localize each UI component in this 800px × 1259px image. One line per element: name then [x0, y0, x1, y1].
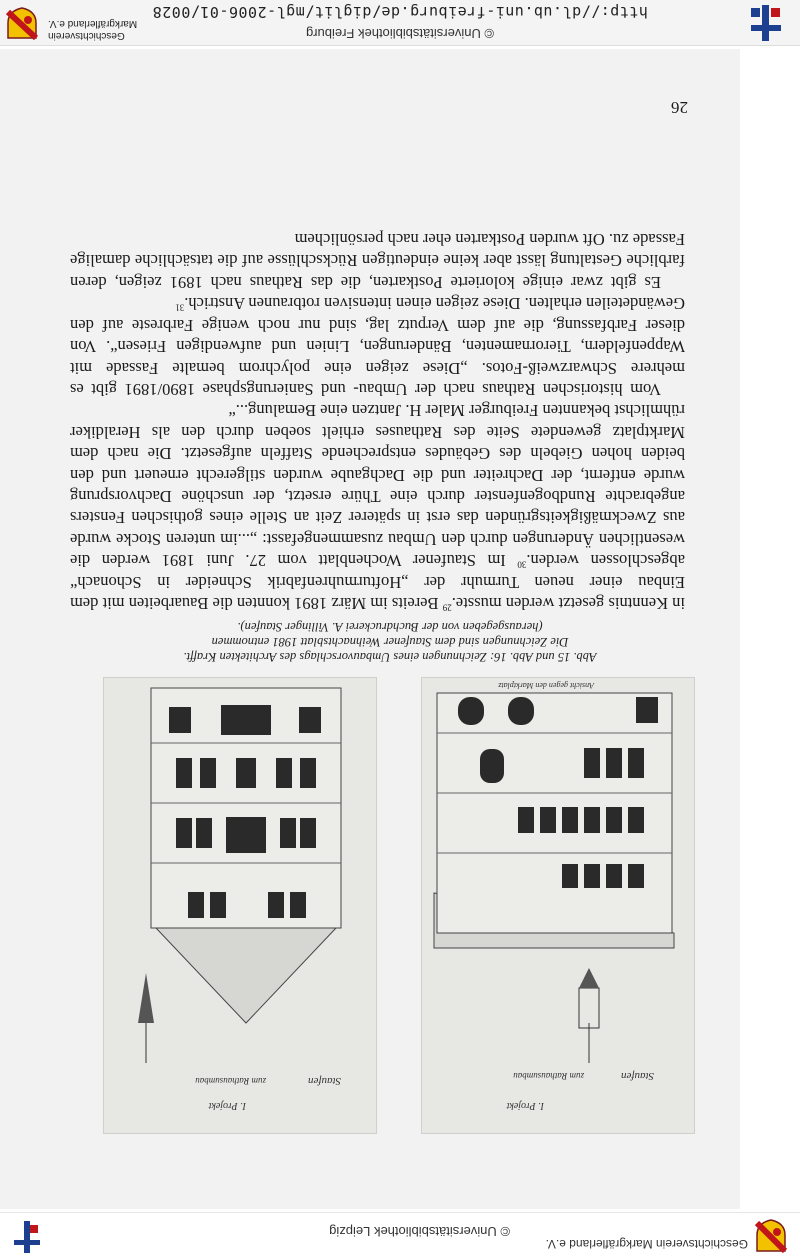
caption-line-3: (herausgegeben von der Buchdruckerei A. Villinger Staufen). [237, 620, 543, 634]
paragraph: in Kenntnis gesetzt werden musste.$^{29}$ Bereits im März 1891 konnten die Bauarbeiten mit dem Einbau einer neuen Turmuhr der „Hofturmuhrenfabrik Schneider in Schonach“ abgeschlossen werden.$^{30}$ Im Staufener Wochenblatt vom 27. Juni 1891 werden die wesentlichen Änderungen durch den Umbau zusammengefasst: „...im unteren Stocke wurde aus Zweckmäßigkeitsgründen das erst in späterer Zeit an Stelle eines gothischen Fensters angebrachte Rundbogenfenster durch eine Thüre ersetzt, der unschöne Dachvorsprung wurde entfernt, der Dachreiter und die Dachgaube wurden stilgerecht erneuert und den beiden hohen Giebeln des Gebäudes entsprechende Staffeln aufgesetzt. Die nach dem Marktplatz gewendete Seite des Rathauses erhielt soeben durch den als Heraldiker rühmlichst bekannten Freiburger Maler H. Jantzen eine Bemalung...“ [69, 401, 685, 613]
illustrations [105, 679, 695, 1134]
sponsor-name: Geschichtsverein Markgräflerland e.V. [545, 1237, 748, 1251]
plate-abb-15 [421, 677, 695, 1134]
sponsor-line-2: Markgräflerland e.V. [48, 18, 138, 29]
plate-label-title: zum Rathausumbau [195, 1076, 266, 1086]
caption-line-2: Die Zeichnungen sind dem Staufener Weihnachtsblatt 1981 entnommen [211, 635, 569, 649]
plate-label-top: I. Projekt [208, 1100, 246, 1111]
book-page [0, 49, 740, 1209]
paragraph: Es gibt zwar einige kolorierte Postkarten, die das Rathaus nach 1891 zeigen, deren farbliche Gestaltung lässt aber keine eindeutigen Rückschlüsse auf die tatsächliche damalige Fassade zu. Oft wurden Postkarten eher nach persönlichem [70, 230, 685, 292]
page-number: 26 [671, 98, 688, 117]
institution-logo-icon[interactable] [10, 1219, 44, 1255]
facade-drawing-front [104, 678, 376, 1133]
plate-label-side: Staufen [621, 1070, 654, 1082]
viewer-header [0, 1212, 800, 1259]
sponsor-text [48, 17, 198, 41]
copyright-text: © Universitätsbibliothek Freiburg [305, 26, 495, 41]
facade-drawing-side [422, 678, 694, 1133]
coat-of-arms-icon [754, 1219, 788, 1253]
plate-label-bottom: Ansicht gegen den Marktplatz [498, 681, 594, 690]
viewer-footer [0, 0, 800, 46]
paragraph: Vom historischen Rathaus nach der Umbau- und Sanierungsphase 1890/1891 gibt es mehrere Schwarzweiß-Fotos. „Diese zeigen eine polychrom bemalte Fassade mit Wappenfeldern, Tierornamenten, Bänderungen, Linien und aufwendigen Friesen“. Von dieser Farbfassung, die auf dem Verputz lag, sind nur noch wenige Farbreste auf den Gewändeteilen erhalten. Diese zeigen einen intensiven rotbraunen Anstrich.$^{31}$ [70, 294, 685, 399]
plate-label-side: Staufen [308, 1075, 341, 1087]
plate-abb-16 [103, 677, 377, 1134]
plate-label-top: I. Projekt [506, 1100, 544, 1111]
sponsor-line-1: Geschichtsverein [48, 30, 125, 41]
caption-line-1: Abb. 15 und Abb. 16: Zeichnungen eines Umbauvorschlags des Architekten Krafft. [183, 650, 597, 664]
plate-label-title: zum Rathausumbau [513, 1071, 584, 1081]
library-copyright: © Universitätsbibliothek Leipzig [329, 1224, 510, 1239]
permalink-url[interactable]: http://dl.ub.uni-freiburg.de/diglit/mgl-2006-01/0028 [152, 3, 648, 21]
figure-caption [100, 619, 680, 664]
coat-of-arms-icon [6, 6, 38, 40]
body-text [70, 229, 685, 614]
